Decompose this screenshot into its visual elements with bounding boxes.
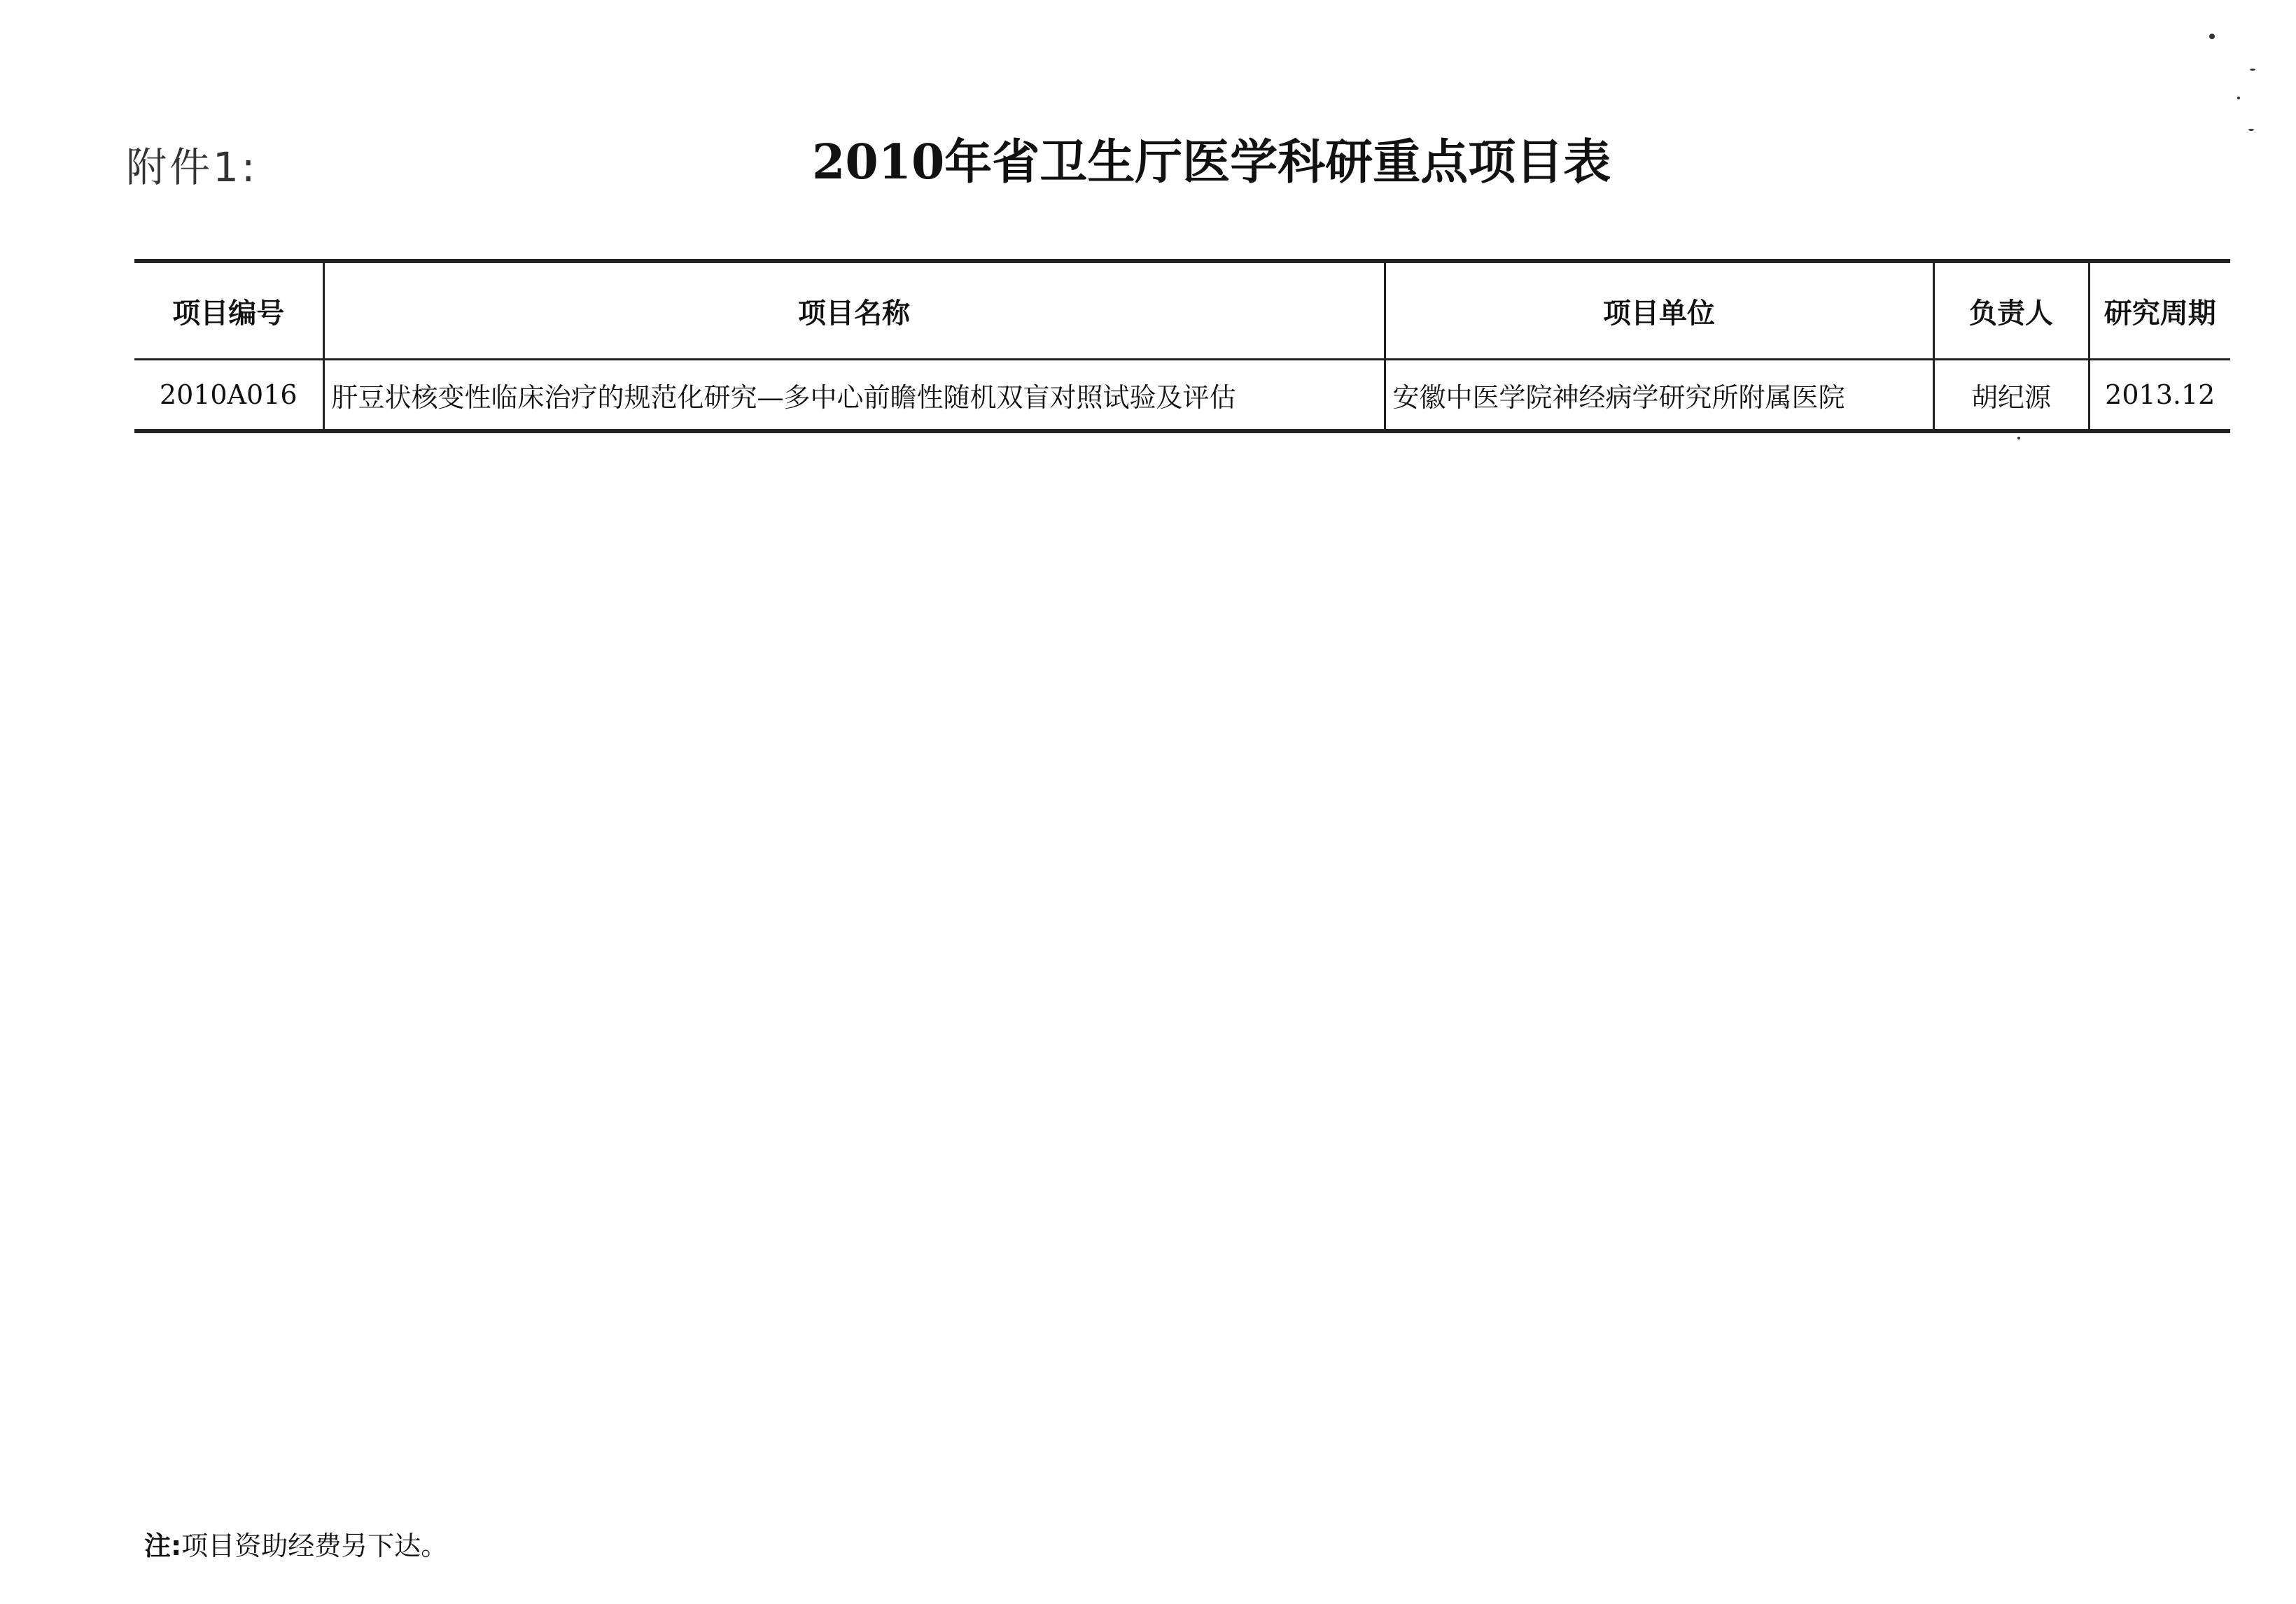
cell-leader: 胡纪源 bbox=[1933, 360, 2089, 432]
scan-speck bbox=[2017, 437, 2020, 439]
scan-speck bbox=[2237, 97, 2240, 99]
header-leader: 负责人 bbox=[1933, 261, 2089, 360]
table-row bbox=[134, 360, 2230, 432]
header-project-name: 项目名称 bbox=[323, 261, 1385, 360]
project-table bbox=[134, 259, 2230, 433]
header-period: 研究周期 bbox=[2089, 261, 2230, 360]
footnote-prefix: 注: bbox=[144, 1531, 182, 1561]
scan-speck bbox=[2250, 69, 2255, 71]
table-header-row bbox=[134, 261, 2230, 360]
footnote bbox=[144, 1524, 447, 1563]
cell-project-unit: 安徽中医学院神经病学研究所附属医院 bbox=[1385, 360, 1933, 432]
attachment-label: 附件1: bbox=[126, 143, 258, 191]
footnote-text: 项目资助经费另下达。 bbox=[181, 1531, 448, 1561]
cell-period: 2013.12 bbox=[2089, 360, 2230, 432]
cell-project-name: 肝豆状核变性临床治疗的规范化研究—多中心前瞻性随机双盲对照试验及评估 bbox=[323, 360, 1385, 432]
header-project-unit: 项目单位 bbox=[1385, 261, 1933, 360]
page-title: 2010年省卫生厅医学科研重点项目表 bbox=[812, 134, 1611, 190]
header-project-id: 项目编号 bbox=[134, 261, 323, 360]
cell-project-id: 2010A016 bbox=[134, 360, 323, 432]
scan-speck bbox=[2248, 129, 2254, 131]
scan-speck bbox=[2209, 34, 2215, 39]
